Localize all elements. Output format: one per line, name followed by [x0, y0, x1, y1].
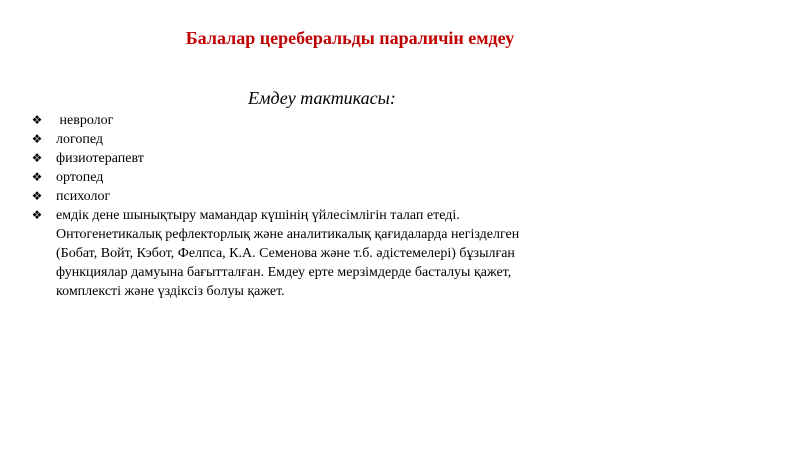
diamond-bullet-icon: ❖ [31, 208, 43, 222]
list-item-long [30, 206, 630, 301]
diamond-bullet-icon: ❖ [31, 132, 43, 146]
list-item [30, 111, 630, 130]
diamond-bullet-icon: ❖ [31, 151, 43, 165]
list-item-text: невролог [56, 113, 114, 128]
list-item-text: логопед [56, 132, 104, 147]
list-item-line: комплексті және үздіксіз болуы қажет. [56, 284, 285, 299]
slide-subtitle: Емдеу тактикасы: [248, 88, 396, 108]
diamond-bullet-icon: ❖ [31, 189, 43, 203]
list-item-line: функциялар дамуына бағытталған. Емдеу ерте мерзімдерде басталуы қажет, [56, 265, 512, 280]
list-item-text: психолог [56, 189, 111, 204]
list-item [30, 187, 630, 206]
list-item [30, 149, 630, 168]
diamond-bullet-icon: ❖ [31, 170, 43, 184]
list-item-text: ортопед [56, 170, 104, 185]
list-item-line: емдік дене шынықтыру мамандар күшінің үйлесімлігін талап етеді. [56, 208, 460, 223]
list-item [30, 130, 630, 149]
list-item-text: физиотерапевт [56, 151, 144, 166]
diamond-bullet-icon: ❖ [31, 113, 43, 127]
list-item [30, 168, 630, 187]
specialist-list [30, 111, 630, 301]
list-item-line: (Бобат, Войт, Кэбот, Фелпса, К.А. Семенова және т.б. әдістемелері) бұзылған [56, 246, 515, 261]
slide-title: Балалар цереберальды параличін емдеу [185, 28, 515, 48]
list-item-line: Онтогенетикалық рефлекторлық және аналитикалық қағидаларда негізделген [56, 227, 520, 242]
